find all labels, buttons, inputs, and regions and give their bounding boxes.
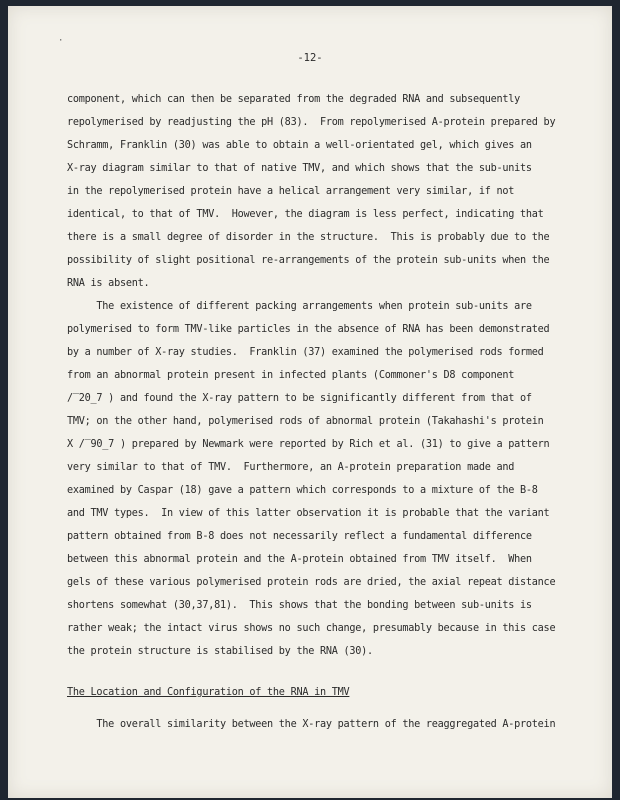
paragraph-1-line-1: component, which can then be separated from the degraded RNA and subsequently: [67, 94, 521, 105]
paragraph-2-line-11: pattern obtained from B-8 does not necessarily reflect a fundamental difference: [67, 531, 532, 542]
paragraph-2-line-10: and TMV types. In view of this latter observation it is probable that the variant: [67, 508, 550, 519]
paragraph-2-line-13: gels of these various polymerised protein rods are dried, the axial repeat distance: [67, 577, 556, 588]
paragraph-2-line-9: examined by Caspar (18) gave a pattern which corresponds to a mixture of the B-8: [67, 485, 538, 496]
paragraph-1-line-8: possibility of slight positional re-arrangements of the protein sub-units when the: [67, 255, 550, 266]
paragraph-1-line-3: Schramm, Franklin (30) was able to obtain a well-orientated gel, which gives an: [67, 140, 532, 151]
paragraph-2-line-8: very similar to that of TMV. Furthermore, an A-protein preparation made and: [67, 462, 515, 473]
section-heading: The Location and Configuration of the RNA in TMV: [67, 687, 350, 698]
paragraph-2-line-1: The existence of different packing arrangements when protein sub-units are: [67, 301, 532, 312]
paragraph-2-line-14: shortens somewhat (30,37,81). This shows that the bonding between sub-units is: [67, 600, 532, 611]
paragraph-1-line-6: identical, to that of TMV. However, the diagram is less perfect, indicating that: [67, 209, 544, 220]
paragraph-2-line-12: between this abnormal protein and the A-protein obtained from TMV itself. When: [67, 554, 532, 565]
paragraph-2-line-16: the protein structure is stabilised by the RNA (30).: [67, 646, 373, 657]
paragraph-2-line-2: polymerised to form TMV-like particles in the absence of RNA has been demonstrated: [67, 324, 550, 335]
paragraph-1-line-5: in the repolymerised protein have a helical arrangement very similar, if not: [67, 186, 515, 197]
paragraph-2-line-4: from an abnormal protein present in infected plants (Commoner's D8 component: [67, 370, 515, 381]
paragraph-3-line-1: The overall similarity between the X-ray pattern of the reaggregated A-protein: [67, 719, 556, 730]
document-page: [8, 6, 612, 798]
paragraph-2-line-6: TMV; on the other hand, polymerised rods of abnormal protein (Takahashi's protein: [67, 416, 544, 427]
page-number: -12-: [297, 52, 323, 64]
stray-ink-mark: ·: [58, 36, 64, 46]
paragraph-1-line-9: RNA is absent.: [67, 278, 150, 289]
paragraph-1-line-7: there is a small degree of disorder in the structure. This is probably due to the: [67, 232, 550, 243]
paragraph-2-line-5: /‾20_7 ) and found the X-ray pattern to be significantly different from that of: [67, 393, 532, 404]
paragraph-2-line-15: rather weak; the intact virus shows no such change, presumably because in this case: [67, 623, 556, 634]
paragraph-1-line-2: repolymerised by readjusting the pH (83). From repolymerised A-protein prepared by: [67, 117, 556, 128]
paragraph-2-line-3: by a number of X-ray studies. Franklin (37) examined the polymerised rods formed: [67, 347, 544, 358]
paragraph-2-line-7: X /‾90_7 ) prepared by Newmark were reported by Rich et al. (31) to give a pattern: [67, 439, 550, 450]
paragraph-1-line-4: X-ray diagram similar to that of native TMV, and which shows that the sub-units: [67, 163, 532, 174]
